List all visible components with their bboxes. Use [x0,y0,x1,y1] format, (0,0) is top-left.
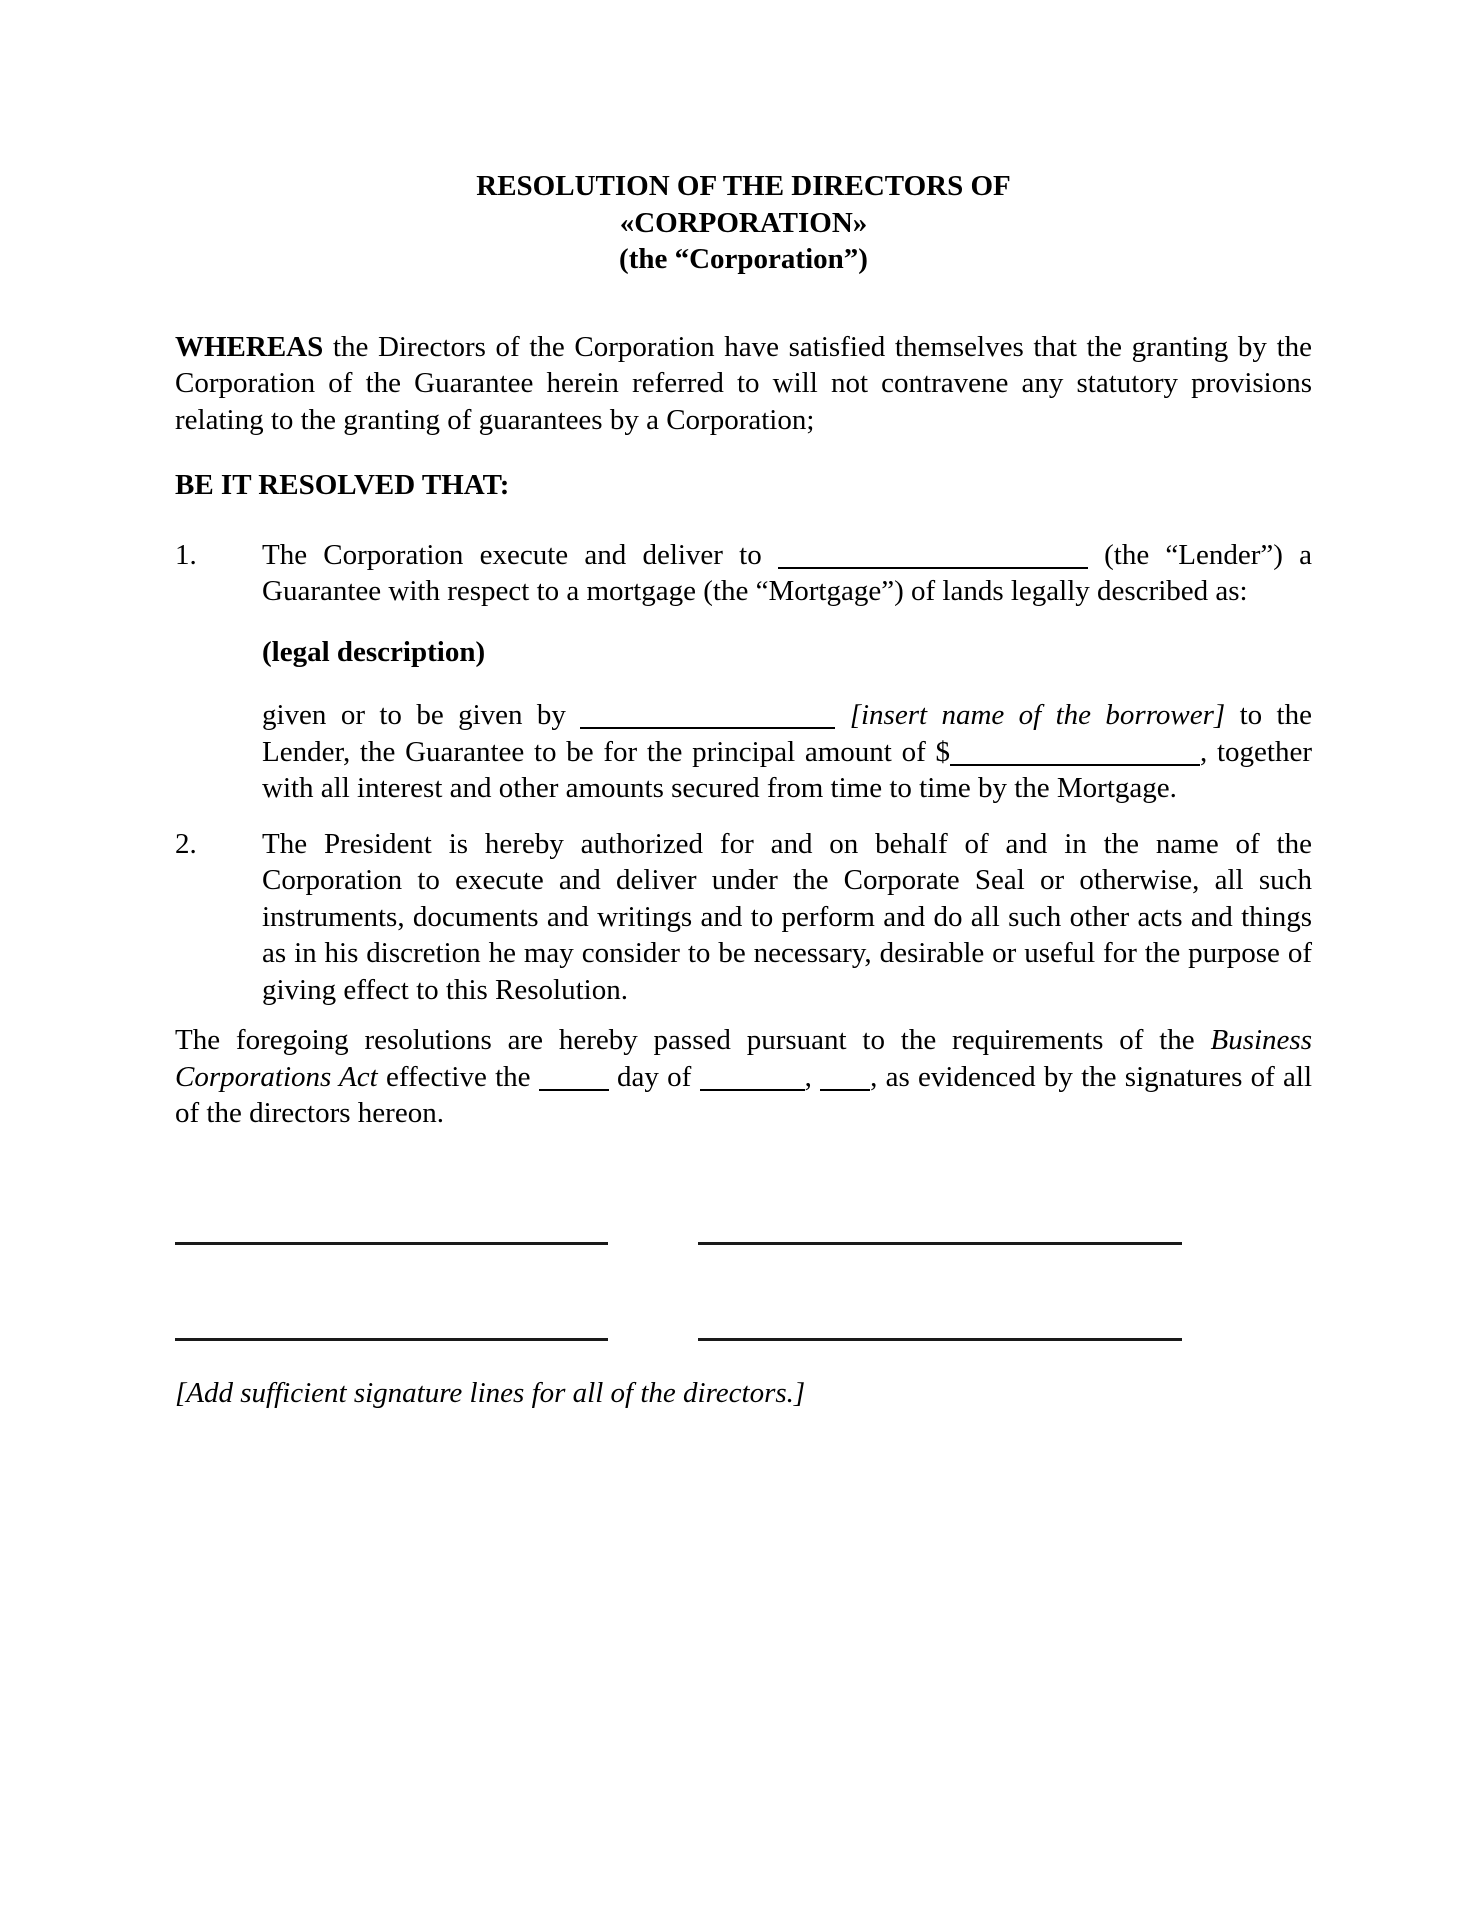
lender-name-blank [778,541,1088,569]
closing-paragraph [175,1022,1312,1132]
borrower-insert-note: [insert name of the borrower] [835,699,1226,731]
whereas-lead: WHEREAS [175,330,324,363]
signature-line-4 [698,1338,1182,1341]
title-line-3: (the “Corporation”) [619,243,868,275]
borrower-name-blank [580,701,835,729]
item-1-number: 1. [175,538,197,571]
item-1-text-before: The Corporation execute and deliver to [262,538,778,571]
legal-description-label: (legal description) [262,635,486,668]
item-2-number: 2. [175,827,197,860]
year-blank [820,1063,870,1091]
signature-row-2 [175,1338,1312,1341]
closing-comma: , [804,1060,821,1093]
signature-line-3 [175,1338,608,1341]
month-blank [700,1063,805,1091]
document-title [175,168,1312,278]
whereas-body: the Directors of the Corporation have satisfied themselves that the granting by the Corporation of the Guarantee herein referred to will not contravene any statutory provisions relating to the granting of guarantees by a Corporation; [175,330,1312,436]
signature-line-1 [175,1242,608,1245]
signature-instructions-note: [Add sufficient signature lines for all of the directors.] [175,1376,806,1409]
item-1-text-after: (the “Lender”) a Guarantee with respect to a mortgage (the “Mortgage”) of lands legally described as: [262,538,1312,607]
closing-text-before: The foregoing resolutions are hereby passed pursuant to the requirements of the [175,1024,1211,1056]
principal-amount-blank [950,738,1200,766]
given-text-middle: to the Lender, the Guarantee to be for the principal amount of $ [262,699,1312,768]
signature-row-1 [175,1242,1312,1245]
resolution-item-1 [175,537,1312,610]
given-text-after: , together with all interest and other amounts secured from time to time by the Mortgage. [262,735,1312,804]
closing-day-of: day of [608,1060,700,1093]
item-1-paragraph [262,537,1312,610]
given-paragraph [262,697,1312,807]
signature-line-2 [698,1242,1182,1245]
title-line-2: «CORPORATION» [619,206,868,239]
given-text-before: given or to be given by [262,699,581,731]
whereas-paragraph [175,329,1312,439]
closing-effective-the: effective the [377,1060,539,1093]
item-2-paragraph: The President is hereby authorized for and on behalf of and in the name of the Corporation to execute and deliver under the Corporate Seal or otherwise, all such instruments, documents and writings and to perform and do all such other acts and things as in his discretion he may consider to be necessary, desirable or useful for the purpose of giving effect to this Resolution. [262,827,1312,1006]
resolution-item-2 [175,826,1312,1009]
resolved-heading: BE IT RESOLVED THAT: [175,469,510,501]
closing-text-after: , as evidenced by the signatures of all of the directors hereon. [175,1060,1313,1129]
title-line-1: RESOLUTION OF THE DIRECTORS OF [476,170,1011,202]
statute-name: Business Corporations Act [175,1024,1312,1093]
effective-day-blank [539,1063,609,1091]
